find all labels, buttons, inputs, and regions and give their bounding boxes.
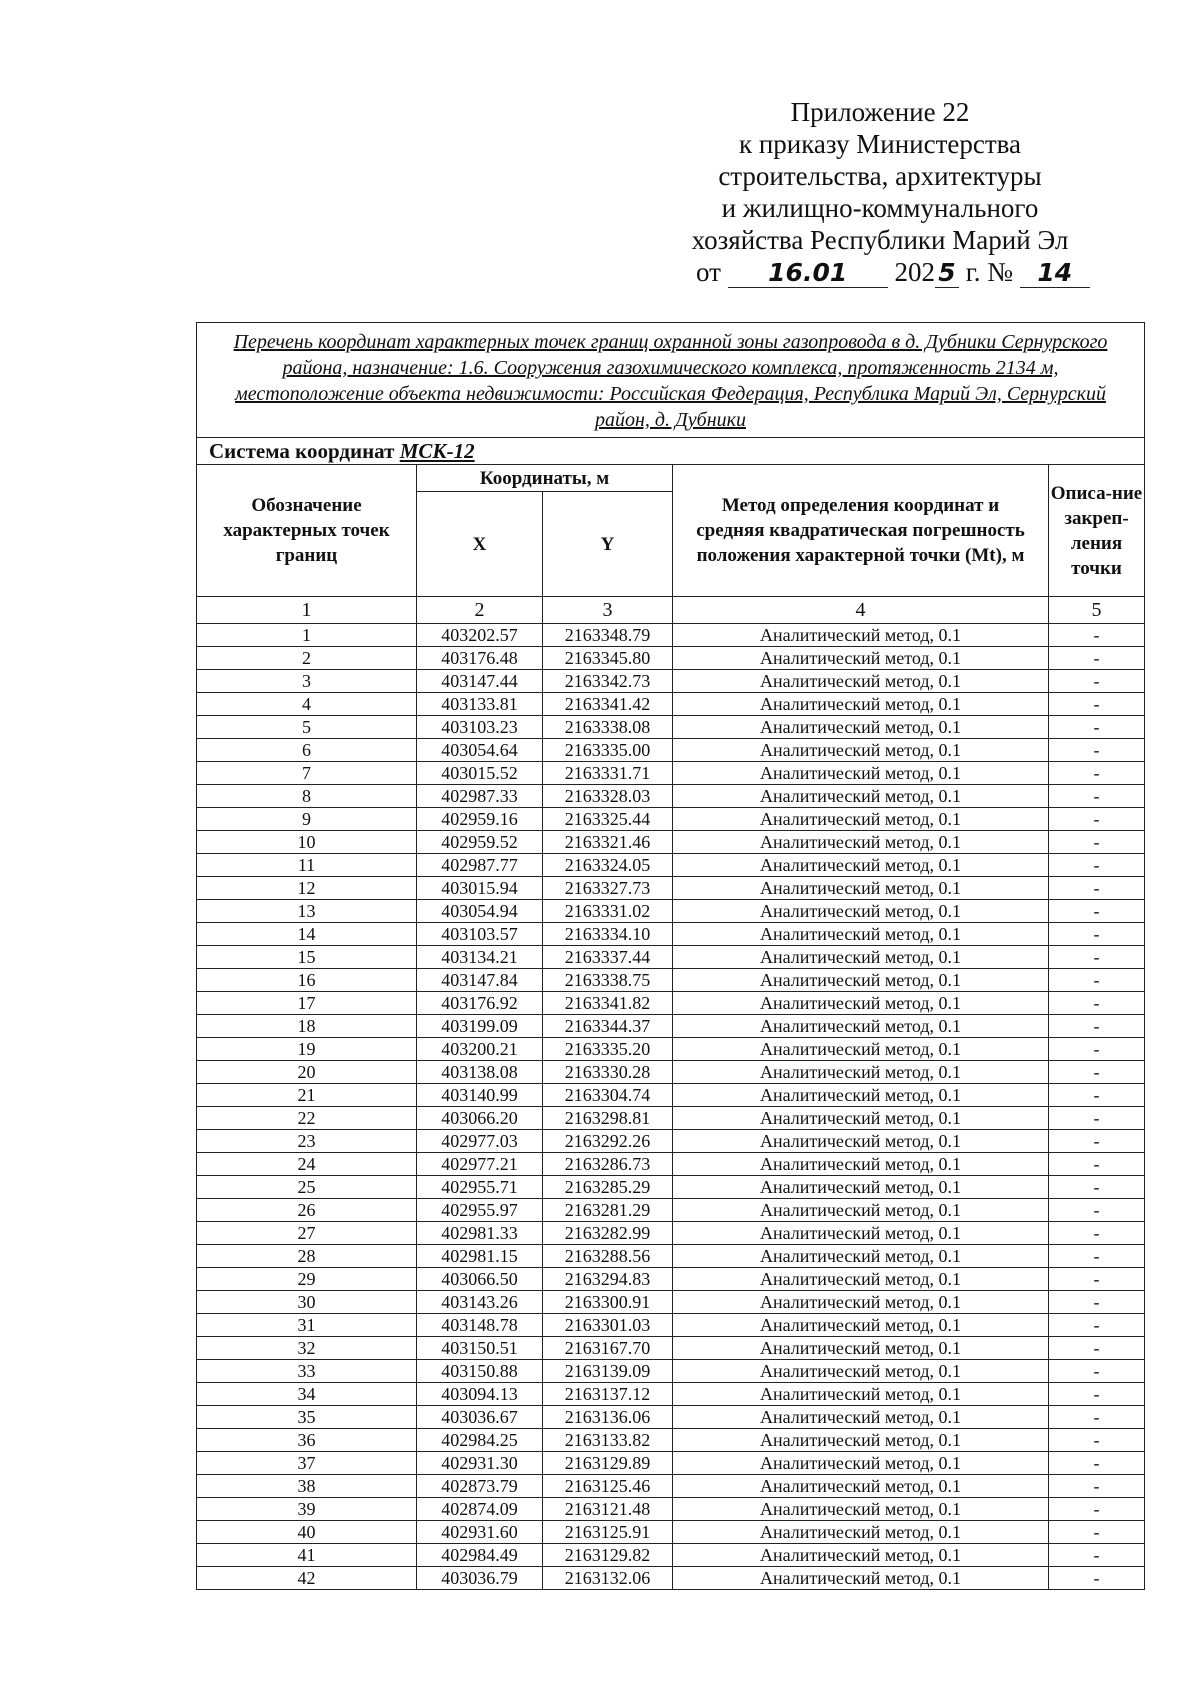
y-coordinate-cell: 2163121.48 (543, 1498, 673, 1521)
table-row (197, 1245, 1145, 1268)
method-cell: Аналитический метод, 0.1 (673, 1084, 1049, 1107)
point-number-cell: 16 (197, 969, 417, 992)
y-coordinate-cell: 2163125.91 (543, 1521, 673, 1544)
method-cell: Аналитический метод, 0.1 (673, 969, 1049, 992)
point-number-cell: 9 (197, 808, 417, 831)
y-coordinate-cell: 2163300.91 (543, 1291, 673, 1314)
ministry-name-line3: хозяйства Республики Марий Эл (691, 225, 1069, 255)
y-coordinate-cell: 2163334.10 (543, 923, 673, 946)
x-coordinate-cell: 403036.79 (417, 1567, 543, 1590)
description-cell: - (1049, 1130, 1145, 1153)
method-cell: Аналитический метод, 0.1 (673, 1544, 1049, 1567)
method-cell: Аналитический метод, 0.1 (673, 670, 1049, 693)
handwritten-order-number: 14 (1020, 259, 1090, 288)
header-row-1 (197, 465, 1145, 492)
method-cell: Аналитический метод, 0.1 (673, 1406, 1049, 1429)
table-row (197, 1360, 1145, 1383)
y-coordinate-cell: 2163129.89 (543, 1452, 673, 1475)
table-row (197, 1567, 1145, 1590)
order-number-label: г. № (965, 257, 1013, 287)
column-number: 3 (543, 597, 673, 624)
column-number: 5 (1049, 597, 1145, 624)
column-numbers-row (197, 597, 1145, 624)
point-number-cell: 25 (197, 1176, 417, 1199)
table-row (197, 1038, 1145, 1061)
y-coordinate-cell: 2163331.02 (543, 900, 673, 923)
point-number-cell: 28 (197, 1245, 417, 1268)
method-cell: Аналитический метод, 0.1 (673, 992, 1049, 1015)
y-coordinate-cell: 2163286.73 (543, 1153, 673, 1176)
table-row (197, 1268, 1145, 1291)
y-coordinate-cell: 2163133.82 (543, 1429, 673, 1452)
description-cell: - (1049, 946, 1145, 969)
x-coordinate-cell: 402987.33 (417, 785, 543, 808)
y-coordinate-cell: 2163292.26 (543, 1130, 673, 1153)
method-cell: Аналитический метод, 0.1 (673, 923, 1049, 946)
y-coordinate-cell: 2163282.99 (543, 1222, 673, 1245)
description-cell: - (1049, 762, 1145, 785)
method-cell: Аналитический метод, 0.1 (673, 624, 1049, 647)
point-number-cell: 39 (197, 1498, 417, 1521)
point-number-cell: 35 (197, 1406, 417, 1429)
point-number-cell: 22 (197, 1107, 417, 1130)
x-coordinate-cell: 403138.08 (417, 1061, 543, 1084)
table-row (197, 808, 1145, 831)
x-coordinate-cell: 402955.97 (417, 1199, 543, 1222)
y-coordinate-cell: 2163294.83 (543, 1268, 673, 1291)
table-row (197, 1383, 1145, 1406)
x-coordinate-cell: 403176.48 (417, 647, 543, 670)
y-coordinate-cell: 2163328.03 (543, 785, 673, 808)
description-cell: - (1049, 1314, 1145, 1337)
y-coordinate-cell: 2163301.03 (543, 1314, 673, 1337)
method-cell: Аналитический метод, 0.1 (673, 1199, 1049, 1222)
description-cell: - (1049, 670, 1145, 693)
table-row (197, 739, 1145, 762)
y-coordinate-cell: 2163325.44 (543, 808, 673, 831)
table-title-row (197, 323, 1145, 438)
x-coordinate-cell: 403150.88 (417, 1360, 543, 1383)
appendix-header (600, 96, 1160, 288)
table-row (197, 1314, 1145, 1337)
table-row (197, 1406, 1145, 1429)
description-cell: - (1049, 1153, 1145, 1176)
point-number-cell: 37 (197, 1452, 417, 1475)
method-cell: Аналитический метод, 0.1 (673, 1061, 1049, 1084)
description-cell: - (1049, 1360, 1145, 1383)
description-cell: - (1049, 1199, 1145, 1222)
x-coordinate-cell: 403094.13 (417, 1383, 543, 1406)
order-date-line (600, 256, 1160, 288)
method-cell: Аналитический метод, 0.1 (673, 1038, 1049, 1061)
table-row (197, 1544, 1145, 1567)
appendix-number: Приложение 22 (790, 97, 970, 127)
method-cell: Аналитический метод, 0.1 (673, 1383, 1049, 1406)
point-number-cell: 8 (197, 785, 417, 808)
y-coordinate-cell: 2163129.82 (543, 1544, 673, 1567)
method-cell: Аналитический метод, 0.1 (673, 1291, 1049, 1314)
column-number: 2 (417, 597, 543, 624)
description-header: Описа-ние закреп-ления точки (1049, 465, 1145, 597)
x-coordinate-cell: 403200.21 (417, 1038, 543, 1061)
table-row (197, 1176, 1145, 1199)
column-number: 1 (197, 597, 417, 624)
y-coordinate-cell: 2163167.70 (543, 1337, 673, 1360)
x-coordinate-cell: 403147.84 (417, 969, 543, 992)
point-number-cell: 21 (197, 1084, 417, 1107)
x-coordinate-cell: 402959.16 (417, 808, 543, 831)
description-cell: - (1049, 1061, 1145, 1084)
method-cell: Аналитический метод, 0.1 (673, 1475, 1049, 1498)
x-coordinate-cell: 402987.77 (417, 854, 543, 877)
method-cell: Аналитический метод, 0.1 (673, 762, 1049, 785)
description-cell: - (1049, 1291, 1145, 1314)
method-cell: Аналитический метод, 0.1 (673, 739, 1049, 762)
description-cell: - (1049, 1452, 1145, 1475)
description-cell: - (1049, 1084, 1145, 1107)
coordinates-header: Координаты, м (417, 465, 673, 492)
x-coordinate-cell: 402981.15 (417, 1245, 543, 1268)
description-cell: - (1049, 1521, 1145, 1544)
method-cell: Аналитический метод, 0.1 (673, 1268, 1049, 1291)
method-cell: Аналитический метод, 0.1 (673, 1130, 1049, 1153)
x-coordinate-cell: 403054.64 (417, 739, 543, 762)
y-coordinate-cell: 2163304.74 (543, 1084, 673, 1107)
method-cell: Аналитический метод, 0.1 (673, 1153, 1049, 1176)
ministry-name-line1: строительства, архитектуры (718, 161, 1042, 191)
handwritten-year-digit: 5 (935, 259, 959, 288)
point-number-cell: 33 (197, 1360, 417, 1383)
y-coordinate-cell: 2163288.56 (543, 1245, 673, 1268)
x-coordinate-cell: 402959.52 (417, 831, 543, 854)
y-coordinate-cell: 2163298.81 (543, 1107, 673, 1130)
point-number-cell: 3 (197, 670, 417, 693)
description-cell: - (1049, 1222, 1145, 1245)
table-row (197, 923, 1145, 946)
point-number-cell: 40 (197, 1521, 417, 1544)
x-coordinate-cell: 402977.03 (417, 1130, 543, 1153)
x-coordinate-cell: 403066.20 (417, 1107, 543, 1130)
point-number-cell: 30 (197, 1291, 417, 1314)
y-coordinate-cell: 2163345.80 (543, 647, 673, 670)
y-coordinate-cell: 2163321.46 (543, 831, 673, 854)
description-cell: - (1049, 1406, 1145, 1429)
table-row (197, 624, 1145, 647)
x-coordinate-cell: 403015.94 (417, 877, 543, 900)
x-coordinate-cell: 403150.51 (417, 1337, 543, 1360)
description-cell: - (1049, 923, 1145, 946)
x-coordinate-cell: 403103.57 (417, 923, 543, 946)
point-number-cell: 36 (197, 1429, 417, 1452)
description-cell: - (1049, 808, 1145, 831)
point-number-cell: 18 (197, 1015, 417, 1038)
x-coordinate-cell: 402931.60 (417, 1521, 543, 1544)
table-row (197, 1084, 1145, 1107)
point-number-cell: 12 (197, 877, 417, 900)
table-row (197, 831, 1145, 854)
point-number-cell: 1 (197, 624, 417, 647)
description-cell: - (1049, 969, 1145, 992)
x-coordinate-cell: 403134.21 (417, 946, 543, 969)
x-coordinate-cell: 402874.09 (417, 1498, 543, 1521)
x-coordinate-cell: 403199.09 (417, 1015, 543, 1038)
point-number-cell: 14 (197, 923, 417, 946)
table-row (197, 1521, 1145, 1544)
method-cell: Аналитический метод, 0.1 (673, 1567, 1049, 1590)
method-cell: Аналитический метод, 0.1 (673, 900, 1049, 923)
point-number-cell: 34 (197, 1383, 417, 1406)
description-cell: - (1049, 1429, 1145, 1452)
point-number-cell: 41 (197, 1544, 417, 1567)
method-cell: Аналитический метод, 0.1 (673, 1245, 1049, 1268)
point-number-cell: 42 (197, 1567, 417, 1590)
description-cell: - (1049, 854, 1145, 877)
y-coordinate-cell: 2163136.06 (543, 1406, 673, 1429)
x-coordinate-cell: 402931.30 (417, 1452, 543, 1475)
description-cell: - (1049, 1015, 1145, 1038)
method-cell: Аналитический метод, 0.1 (673, 1429, 1049, 1452)
table-title: Перечень координат характерных точек границ охранной зоны газопровода в д. Дубники Сернурского района, назначение: 1.6. Сооружения газохимического комплекса, протяженность 2134 м, местоположение объекта недвижимости: Российская Федерация, Республика Марий Эл, Сернурский район, д. Дубники (197, 323, 1145, 438)
table-row (197, 1452, 1145, 1475)
point-number-cell: 19 (197, 1038, 417, 1061)
x-coordinate-cell: 402873.79 (417, 1475, 543, 1498)
y-coordinate-cell: 2163337.44 (543, 946, 673, 969)
table-row (197, 762, 1145, 785)
point-number-cell: 29 (197, 1268, 417, 1291)
table-row (197, 693, 1145, 716)
table-row (197, 900, 1145, 923)
x-coordinate-cell: 403133.81 (417, 693, 543, 716)
x-coordinate-cell: 402981.33 (417, 1222, 543, 1245)
x-coordinate-cell: 403140.99 (417, 1084, 543, 1107)
date-prefix: от (696, 257, 721, 287)
column-number: 4 (673, 597, 1049, 624)
point-number-cell: 15 (197, 946, 417, 969)
method-cell: Аналитический метод, 0.1 (673, 1452, 1049, 1475)
y-coordinate-cell: 2163338.75 (543, 969, 673, 992)
point-number-cell: 38 (197, 1475, 417, 1498)
table-row (197, 1153, 1145, 1176)
x-coordinate-cell: 403202.57 (417, 624, 543, 647)
x-coordinate-cell: 403103.23 (417, 716, 543, 739)
description-cell: - (1049, 1337, 1145, 1360)
description-cell: - (1049, 1567, 1145, 1590)
description-cell: - (1049, 1498, 1145, 1521)
table-row (197, 1130, 1145, 1153)
method-cell: Аналитический метод, 0.1 (673, 693, 1049, 716)
x-coordinate-cell: 403036.67 (417, 1406, 543, 1429)
x-coordinate-cell: 402955.71 (417, 1176, 543, 1199)
point-number-cell: 32 (197, 1337, 417, 1360)
y-coordinate-cell: 2163331.71 (543, 762, 673, 785)
table-row (197, 1199, 1145, 1222)
y-coordinate-cell: 2163335.00 (543, 739, 673, 762)
table-row (197, 992, 1145, 1015)
table-row (197, 1337, 1145, 1360)
method-cell: Аналитический метод, 0.1 (673, 785, 1049, 808)
x-coordinate-cell: 403054.94 (417, 900, 543, 923)
coord-system-label: Система координат (209, 439, 395, 463)
point-number-cell: 17 (197, 992, 417, 1015)
description-cell: - (1049, 1475, 1145, 1498)
y-coordinate-cell: 2163341.42 (543, 693, 673, 716)
method-cell: Аналитический метод, 0.1 (673, 1360, 1049, 1383)
coord-system (197, 438, 1145, 465)
method-cell: Аналитический метод, 0.1 (673, 877, 1049, 900)
y-coordinate-cell: 2163344.37 (543, 1015, 673, 1038)
y-header: Y (543, 492, 673, 597)
y-coordinate-cell: 2163341.82 (543, 992, 673, 1015)
table-row (197, 670, 1145, 693)
point-number-cell: 2 (197, 647, 417, 670)
point-number-cell: 11 (197, 854, 417, 877)
handwritten-date: 16.01 (728, 259, 888, 288)
y-coordinate-cell: 2163327.73 (543, 877, 673, 900)
y-coordinate-cell: 2163338.08 (543, 716, 673, 739)
point-number-cell: 20 (197, 1061, 417, 1084)
x-header: X (417, 492, 543, 597)
point-number-cell: 10 (197, 831, 417, 854)
method-cell: Аналитический метод, 0.1 (673, 1314, 1049, 1337)
table-row (197, 1498, 1145, 1521)
table-row (197, 716, 1145, 739)
coord-system-row (197, 438, 1145, 465)
x-coordinate-cell: 402977.21 (417, 1153, 543, 1176)
point-number-cell: 6 (197, 739, 417, 762)
method-cell: Аналитический метод, 0.1 (673, 716, 1049, 739)
method-header: Метод определения координат и средняя квадратическая погрешность положения характерной точки (Mt), м (673, 465, 1049, 597)
point-number-cell: 23 (197, 1130, 417, 1153)
description-cell: - (1049, 693, 1145, 716)
description-cell: - (1049, 877, 1145, 900)
y-coordinate-cell: 2163335.20 (543, 1038, 673, 1061)
method-cell: Аналитический метод, 0.1 (673, 946, 1049, 969)
x-coordinate-cell: 403176.92 (417, 992, 543, 1015)
method-cell: Аналитический метод, 0.1 (673, 1521, 1049, 1544)
method-cell: Аналитический метод, 0.1 (673, 1337, 1049, 1360)
table-row (197, 785, 1145, 808)
table-row (197, 1429, 1145, 1452)
method-cell: Аналитический метод, 0.1 (673, 647, 1049, 670)
description-cell: - (1049, 716, 1145, 739)
description-cell: - (1049, 1268, 1145, 1291)
x-coordinate-cell: 403148.78 (417, 1314, 543, 1337)
table-row (197, 647, 1145, 670)
method-cell: Аналитический метод, 0.1 (673, 831, 1049, 854)
order-reference: к приказу Министерства (738, 129, 1022, 159)
point-number-cell: 5 (197, 716, 417, 739)
table-row (197, 1061, 1145, 1084)
x-coordinate-cell: 403015.52 (417, 762, 543, 785)
description-cell: - (1049, 1544, 1145, 1567)
table-row (197, 854, 1145, 877)
y-coordinate-cell: 2163139.09 (543, 1360, 673, 1383)
description-cell: - (1049, 831, 1145, 854)
description-cell: - (1049, 1107, 1145, 1130)
point-number-cell: 4 (197, 693, 417, 716)
table-row (197, 1015, 1145, 1038)
y-coordinate-cell: 2163330.28 (543, 1061, 673, 1084)
point-number-cell: 26 (197, 1199, 417, 1222)
method-cell: Аналитический метод, 0.1 (673, 1498, 1049, 1521)
x-coordinate-cell: 403143.26 (417, 1291, 543, 1314)
description-cell: - (1049, 1176, 1145, 1199)
year-prefix: 202 (894, 257, 935, 287)
x-coordinate-cell: 403147.44 (417, 670, 543, 693)
description-cell: - (1049, 992, 1145, 1015)
method-cell: Аналитический метод, 0.1 (673, 1107, 1049, 1130)
y-coordinate-cell: 2163132.06 (543, 1567, 673, 1590)
y-coordinate-cell: 2163342.73 (543, 670, 673, 693)
y-coordinate-cell: 2163281.29 (543, 1199, 673, 1222)
coordinates-table (196, 322, 1145, 1590)
y-coordinate-cell: 2163285.29 (543, 1176, 673, 1199)
table-row (197, 1222, 1145, 1245)
description-cell: - (1049, 1245, 1145, 1268)
x-coordinate-cell: 402984.49 (417, 1544, 543, 1567)
point-number-cell: 27 (197, 1222, 417, 1245)
method-cell: Аналитический метод, 0.1 (673, 854, 1049, 877)
description-cell: - (1049, 900, 1145, 923)
method-cell: Аналитический метод, 0.1 (673, 1176, 1049, 1199)
description-cell: - (1049, 1383, 1145, 1406)
y-coordinate-cell: 2163125.46 (543, 1475, 673, 1498)
method-cell: Аналитический метод, 0.1 (673, 1222, 1049, 1245)
method-cell: Аналитический метод, 0.1 (673, 808, 1049, 831)
table-row (197, 1291, 1145, 1314)
description-cell: - (1049, 739, 1145, 762)
table-row (197, 946, 1145, 969)
y-coordinate-cell: 2163137.12 (543, 1383, 673, 1406)
table-row (197, 1475, 1145, 1498)
ministry-name-line2: и жилищно-коммунального (721, 193, 1039, 223)
designation-header: Обозначение характерных точек границ (197, 465, 417, 597)
coord-system-value: МСК-12 (399, 439, 475, 463)
y-coordinate-cell: 2163348.79 (543, 624, 673, 647)
table-row (197, 969, 1145, 992)
x-coordinate-cell: 402984.25 (417, 1429, 543, 1452)
point-number-cell: 31 (197, 1314, 417, 1337)
description-cell: - (1049, 624, 1145, 647)
y-coordinate-cell: 2163324.05 (543, 854, 673, 877)
description-cell: - (1049, 1038, 1145, 1061)
table-row (197, 877, 1145, 900)
point-number-cell: 24 (197, 1153, 417, 1176)
method-cell: Аналитический метод, 0.1 (673, 1015, 1049, 1038)
description-cell: - (1049, 647, 1145, 670)
point-number-cell: 7 (197, 762, 417, 785)
description-cell: - (1049, 785, 1145, 808)
x-coordinate-cell: 403066.50 (417, 1268, 543, 1291)
table-row (197, 1107, 1145, 1130)
point-number-cell: 13 (197, 900, 417, 923)
